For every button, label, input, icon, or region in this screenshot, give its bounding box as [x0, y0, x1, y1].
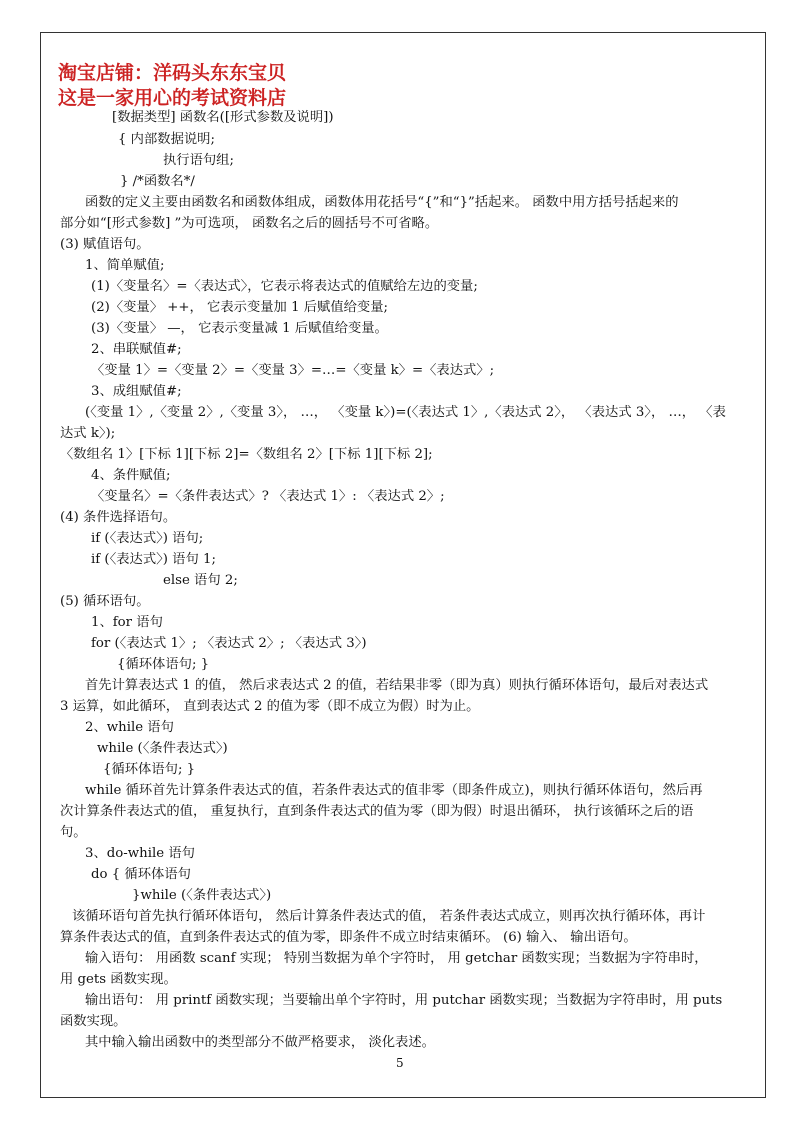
code-line: for (〈表达式 1〉; 〈表达式 2〉; 〈表达式 3〉): [91, 636, 367, 651]
text-line: 输入语句： 用函数 scanf 实现； 特别当数据为单个字符时， 用 getchar 函数实现；当数据为字符串时，: [85, 951, 708, 966]
text-line: 句。: [60, 825, 87, 840]
text-line: 输出语句： 用 printf 函数实现；当要输出单个字符时，用 putchar 函数实现；当数据为字符串时，用 puts: [85, 993, 723, 1008]
text-line: 首先计算表达式 1 的值， 然后求表达式 2 的值，若结果非零（即为真）则执行循环体语句，最后对表达式: [85, 678, 709, 693]
section-heading: (4) 条件选择语句。: [60, 510, 177, 525]
code-line: if (〈表达式〉) 语句 1;: [91, 552, 216, 567]
shop-slogan: 这是一家用心的考试资料店: [58, 87, 287, 109]
text-line: [数据类型] 函数名([形式参数及说明]): [112, 110, 334, 125]
text-line: 1、for 语句: [91, 615, 163, 630]
text-line: 2、while 语句: [85, 720, 174, 735]
text-line: 3、do-while 语句: [85, 846, 195, 861]
text-line: 3 运算，如此循环， 直到表达式 2 的值为零（即不成立为假）时为止。: [60, 699, 480, 714]
text-line: 其中输入输出函数中的类型部分不做严格要求， 淡化表述。: [85, 1035, 435, 1050]
text-line: 4、条件赋值;: [91, 468, 171, 483]
text-line: { 内部数据说明;: [118, 132, 215, 147]
code-line: if (〈表达式〉) 语句;: [91, 531, 204, 546]
text-line: 部分如“[形式参数] ”为可选项， 函数名之后的圆括号不可省略。: [60, 216, 439, 231]
section-heading: (3) 赋值语句。: [60, 237, 150, 252]
text-line: } /*函数名*/: [120, 174, 195, 189]
code-line: while (〈条件表达式〉): [97, 741, 228, 756]
text-line: 函数的定义主要由函数名和函数体组成，函数体用花括号“{”和“}”括起来。 函数中用方括号括起来的: [85, 195, 679, 210]
text-line: 次计算条件表达式的值， 重复执行，直到条件表达式的值为零（即为假）时退出循环， 执行该循环之后的语: [60, 804, 694, 819]
text-line: 〈数组名 1〉[下标 1][下标 2]=〈数组名 2〉[下标 1][下标 2];: [60, 447, 433, 462]
text-line: (〈变量 1〉,〈变量 2〉,〈变量 3〉， …， 〈变量 k〉)=(〈表达式 1〉,〈表达式 2〉， 〈表达式 3〉， …， 〈表: [85, 405, 726, 420]
text-line: 函数实现。: [60, 1014, 127, 1029]
section-heading: (5) 循环语句。: [60, 594, 150, 609]
text-line: (2)〈变量〉 ++， 它表示变量加 1 后赋值给变量;: [91, 300, 389, 315]
text-line: 〈变量名〉=〈条件表达式〉? 〈表达式 1〉: 〈表达式 2〉;: [91, 489, 445, 504]
code-line: }while (〈条件表达式〉): [132, 888, 272, 903]
text-line: (3)〈变量〉 —， 它表示变量减 1 后赋值给变量。: [91, 321, 388, 336]
text-line: 达式 k〉);: [60, 426, 116, 441]
text-line: 2、串联赋值#;: [91, 342, 182, 357]
code-line: else 语句 2;: [163, 573, 238, 588]
text-line: 〈变量 1〉=〈变量 2〉=〈变量 3〉=…=〈变量 k〉=〈表达式〉;: [91, 363, 495, 378]
text-line: 该循环语句首先执行循环体语句， 然后计算条件表达式的值， 若条件表达式成立，则再次执行循环体，再计: [72, 909, 706, 924]
text-line: while 循环首先计算条件表达式的值，若条件表达式的值非零（即条件成立)，则执行循环体语句，然后再: [85, 783, 703, 798]
shop-title: 淘宝店铺：洋码头东东宝贝: [58, 62, 287, 84]
text-line: 用 gets 函数实现。: [60, 972, 177, 987]
text-line: (1)〈变量名〉=〈表达式〉，它表示将表达式的值赋给左边的变量;: [91, 279, 478, 294]
code-line: do { 循环体语句: [91, 867, 191, 882]
text-line: 3、成组赋值#;: [91, 384, 182, 399]
text-line: 执行语句组;: [163, 153, 234, 168]
text-line: 1、简单赋值;: [85, 258, 165, 273]
text-line: 算条件表达式的值，直到条件表达式的值为零，即条件不成立时结束循环。 (6) 输入、 输出语句。: [60, 930, 637, 945]
page-number: 5: [396, 1056, 404, 1070]
code-line: {循环体语句; }: [103, 762, 196, 777]
code-line: {循环体语句; }: [117, 657, 210, 672]
